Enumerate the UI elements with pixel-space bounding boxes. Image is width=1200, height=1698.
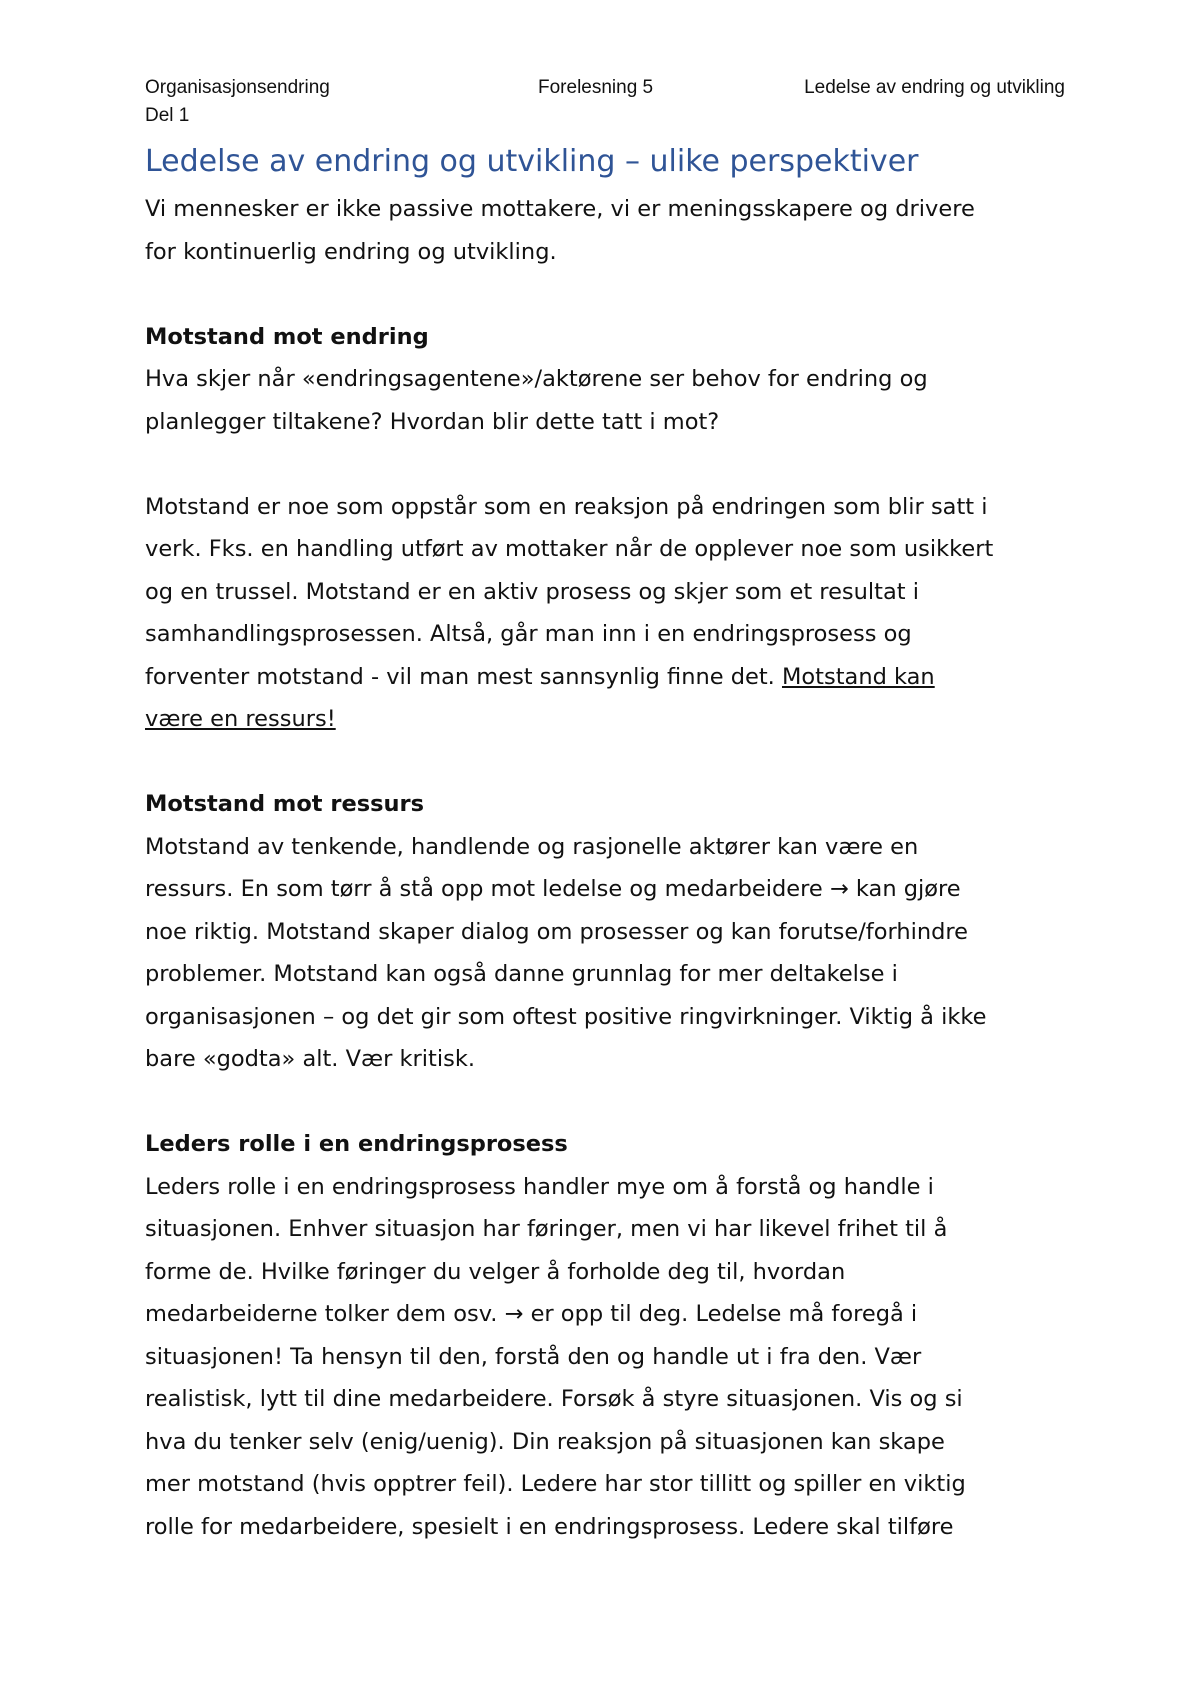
paragraph-line: bare «godta» alt. Vær kritisk. [145, 1046, 476, 1072]
paragraph-line: Hva skjer når «endringsagentene»/aktørene ser behov for endring og [145, 366, 928, 392]
paragraph-line: problemer. Motstand kan også danne grunnlag for mer deltakelse i [145, 961, 898, 987]
paragraph-line: for kontinuerlig endring og utvikling. [145, 238, 557, 265]
paragraph-line: samhandlingsprosessen. Altså, går man inn i en endringsprosess og [145, 621, 912, 647]
blank-line [145, 1081, 1075, 1124]
paragraph-line: mer motstand (hvis opptrer feil). Ledere har stor tillitt og spiller en viktig [145, 1471, 966, 1497]
underlined-text: Motstand kan [781, 663, 935, 690]
header-course: Organisasjonsendring [145, 77, 330, 98]
blank-line [145, 273, 1075, 316]
text-run: forventer motstand - vil man mest sannsynlig finne det. [145, 663, 782, 690]
paragraph-line: og en trussel. Motstand er en aktiv prosess og skjer som et resultat i [145, 578, 919, 605]
section3-paragraph [145, 1166, 1075, 1549]
blank-line [145, 741, 1075, 784]
paragraph-line: planlegger tiltakene? Hvordan blir dette tatt i mot? [145, 408, 720, 435]
paragraph-line: situasjonen! Ta hensyn til den, forstå den og handle ut i fra den. Vær [145, 1343, 922, 1370]
header-lecture: Forelesning 5 [538, 77, 654, 98]
paragraph-line: medarbeiderne tolker dem osv. → er opp til deg. Ledelse må foregå i [145, 1301, 918, 1327]
document-title: Ledelse av endring og utvikling – ulike perspektiver [145, 144, 919, 179]
paragraph-line: rolle for medarbeidere, spesielt i en endringsprosess. Ledere skal tilføre [145, 1513, 954, 1540]
header-topic: Ledelse av endring og utvikling [804, 77, 1065, 98]
paragraph-line: realistisk, lytt til dine medarbeidere. Forsøk å styre situasjonen. Vis og si [145, 1386, 963, 1412]
paragraph-line: organisasjonen – og det gir som oftest positive ringvirkninger. Viktig å ikke [145, 1003, 987, 1030]
section-heading-motstand-mot-ressurs: Motstand mot ressurs [145, 791, 425, 817]
section1-paragraph-1 [145, 358, 1075, 443]
paragraph-line: noe riktig. Motstand skaper dialog om prosesser og kan forutse/forhindre [145, 918, 968, 945]
document-body [145, 140, 1075, 1548]
section1-paragraph-2 [145, 486, 1075, 741]
intro-paragraph [145, 188, 1075, 273]
paragraph-line [145, 656, 1075, 699]
paragraph-line: hva du tenker selv (enig/uenig). Din reaksjon på situasjonen kan skape [145, 1428, 945, 1455]
header-part: Del 1 [145, 105, 190, 126]
section2-paragraph [145, 826, 1075, 1081]
underlined-text: være en ressurs! [145, 706, 336, 732]
blank-line [145, 443, 1075, 486]
paragraph-line: situasjonen. Enhver situasjon har føringer, men vi har likevel frihet til å [145, 1216, 948, 1242]
paragraph-line: Leders rolle i en endringsprosess handler mye om å forstå og handle i [145, 1173, 934, 1200]
section-heading-motstand-mot-endring: Motstand mot endring [145, 323, 429, 350]
paragraph-line: Motstand av tenkende, handlende og rasjonelle aktører kan være en [145, 833, 919, 860]
paragraph-line: verk. Fks. en handling utført av mottaker når de opplever noe som usikkert [145, 536, 994, 562]
paragraph-line: forme de. Hvilke føringer du velger å forholde deg til, hvordan [145, 1258, 846, 1285]
section-heading-leders-rolle: Leders rolle i en endringsprosess [145, 1131, 568, 1157]
paragraph-line [145, 698, 1075, 741]
paragraph-line: Vi mennesker er ikke passive mottakere, vi er meningsskapere og drivere [145, 196, 975, 222]
paragraph-line: ressurs. En som tørr å stå opp mot ledelse og medarbeidere → kan gjøre [145, 876, 961, 902]
paragraph-line: Motstand er noe som oppstår som en reaksjon på endringen som blir satt i [145, 493, 988, 520]
